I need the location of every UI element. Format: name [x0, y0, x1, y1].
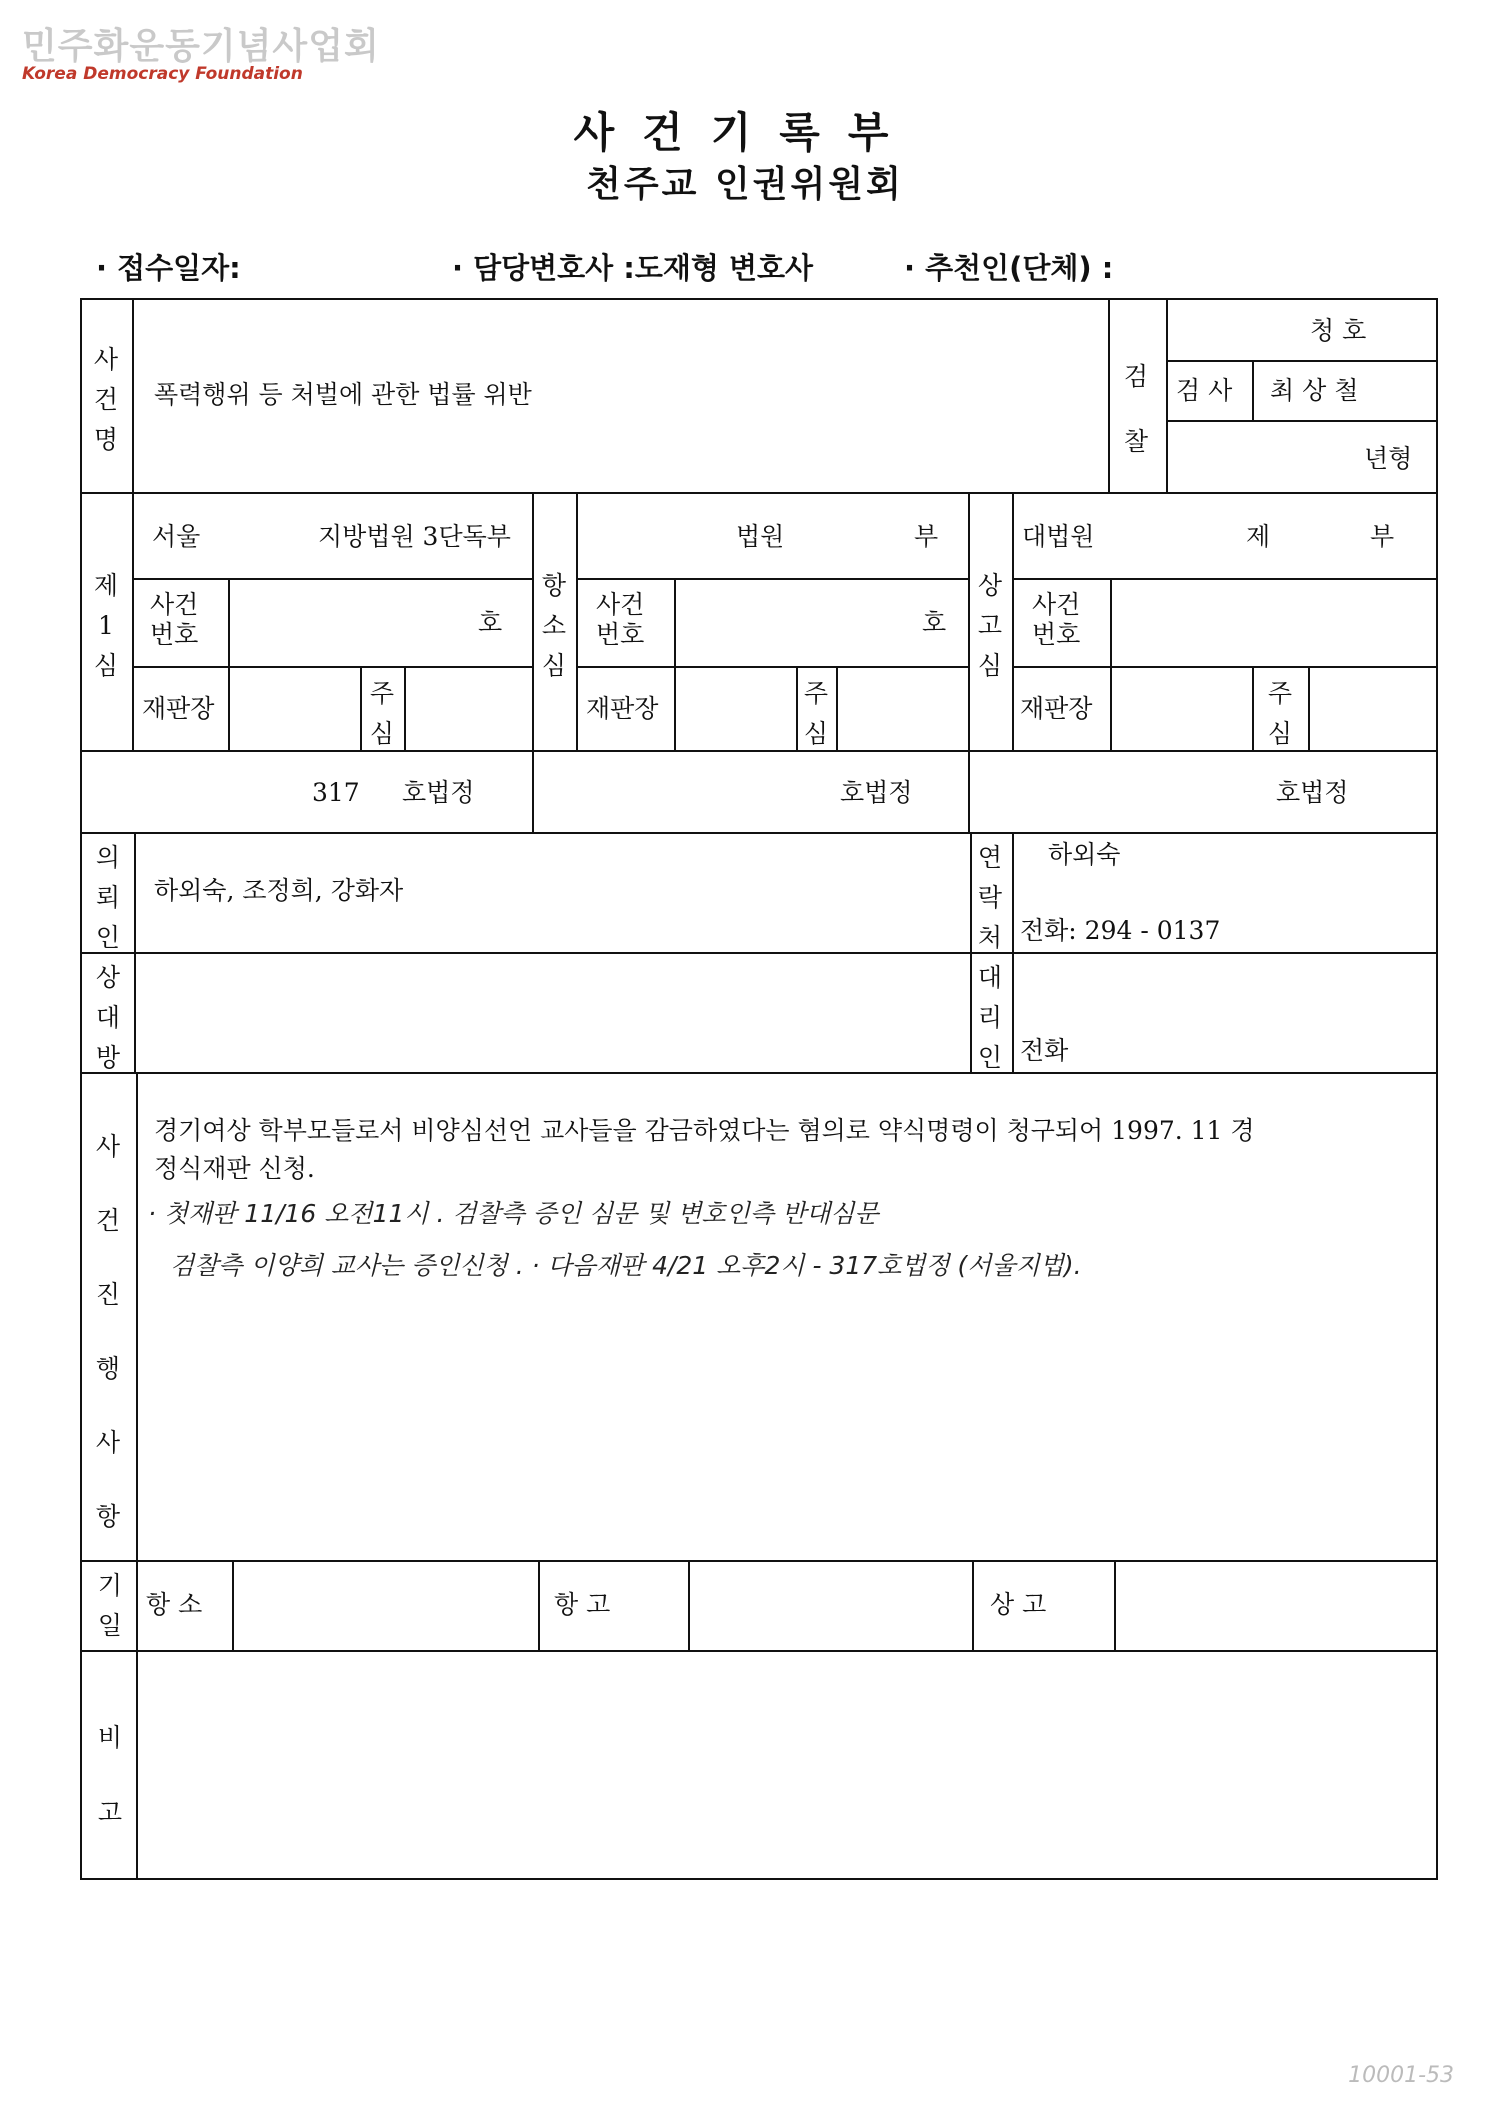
opponent-label: 상 대 방 — [95, 963, 121, 1072]
supreme-case-no-label: 사건 번호 — [1032, 590, 1081, 649]
supreme-courtroom: 호법정 — [1276, 778, 1349, 807]
progress-handwritten-1: · 첫재판 11/16 오전11시 . 검찰측 증인 심문 및 변호인측 반대심문 — [148, 1199, 879, 1228]
cheong-ho: 청 호 — [1310, 316, 1367, 345]
trial1-label: 제 1 심 — [93, 571, 119, 680]
supreme-jusim-label: 주 심 — [1267, 679, 1293, 748]
trial1-ho: 호 — [478, 608, 503, 637]
supreme-bu: 부 — [1370, 522, 1395, 551]
prosecutor-name: 최 상 철 — [1270, 376, 1359, 405]
trial1-seoul: 서울 — [152, 522, 201, 551]
trial1-judge-label: 재판장 — [142, 694, 215, 723]
client-label: 의 뢰 인 — [95, 843, 121, 952]
appeal-judge-label: 재판장 — [586, 694, 659, 723]
page-stamp: 10001-53 — [1348, 2063, 1454, 2088]
trial1-case-no-label: 사건 번호 — [150, 590, 199, 649]
remarks-label: 비 고 — [97, 1723, 123, 1827]
dates-final: 항 고 — [554, 1590, 611, 1619]
recommender-label: · 추천인(단체) : — [904, 251, 1114, 285]
dates-appeal: 항 소 — [146, 1590, 203, 1619]
dates-label: 기 일 — [97, 1571, 123, 1640]
progress-line2: 정식재판 신청. — [154, 1154, 315, 1183]
logo-korean: 민주화운동기념사업회 — [22, 26, 380, 67]
prosecutor-label: 검 사 — [1176, 376, 1233, 405]
appeal-courtroom: 호법정 — [840, 778, 913, 807]
trial1-court: 지방법원 3단독부 — [318, 522, 511, 551]
lawyer-label: · 담당변호사 :도재형 변호사 — [452, 251, 814, 285]
client-names: 하외숙, 조정희, 강화자 — [154, 876, 404, 905]
appeal-court: 법원 — [736, 522, 785, 551]
supreme-court: 대법원 — [1022, 522, 1095, 551]
progress-handwritten-2: 검찰측 이양희 교사는 증인신청 . · 다음재판 4/21 오후2시 - 317호법정 (서울지법). — [170, 1251, 1082, 1280]
case-name: 폭력행위 등 처벌에 관한 법률 위반 — [154, 380, 532, 409]
dates-supreme: 상 고 — [990, 1590, 1047, 1619]
agent-label: 대 리 인 — [977, 963, 1003, 1072]
progress-label: 사 건 진 행 사 항 — [95, 1132, 121, 1531]
trial1-courtroom: 호법정 — [402, 778, 475, 807]
contact-label: 연 락 처 — [977, 843, 1003, 952]
contact-name: 하외숙 — [1048, 840, 1121, 869]
appeal-case-no-label: 사건 번호 — [596, 590, 645, 649]
supreme-judge-label: 재판장 — [1020, 694, 1093, 723]
appeal-ho: 호 — [922, 608, 947, 637]
prosecution-label: 검 찰 — [1123, 362, 1149, 456]
trial1-jusim-label: 주 심 — [369, 679, 395, 748]
appeal-jusim-label: 주 심 — [803, 679, 829, 748]
organization-title: 천주교 인권위원회 — [586, 164, 904, 205]
appeal-label: 항 소 심 — [541, 571, 567, 680]
progress-line1: 경기여상 학부모들로서 비양심선언 교사들을 감금하였다는 혐의로 약식명령이 청구되어 1997. 11 경 — [154, 1116, 1255, 1145]
logo-english: Korea Democracy Foundation — [22, 64, 303, 84]
agent-phone-label: 전화 — [1020, 1036, 1069, 1065]
trial1-courtroom-no: 317 — [312, 778, 360, 807]
document-title: 사건기록부 — [573, 108, 917, 157]
receipt-date-label: · 접수일자: — [96, 251, 241, 285]
supreme-label: 상 고 심 — [977, 571, 1003, 680]
case-name-label: 사 건 명 — [93, 345, 119, 454]
contact-phone: 전화: 294 - 0137 — [1020, 916, 1221, 945]
appeal-bu: 부 — [914, 522, 939, 551]
year-type: 년형 — [1364, 444, 1413, 473]
supreme-je: 제 — [1246, 522, 1271, 551]
